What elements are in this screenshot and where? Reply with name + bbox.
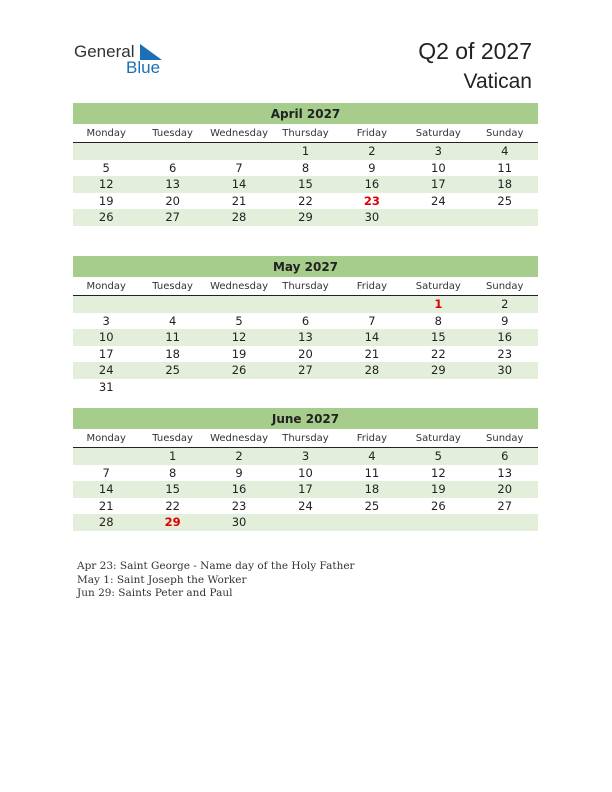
- day-cell: 5: [434, 449, 442, 464]
- day-cell: 20: [497, 482, 513, 497]
- day-cell: 21: [98, 498, 114, 513]
- day-cell: [139, 379, 205, 396]
- day-cell: [73, 143, 139, 160]
- weekday-label: Sunday: [486, 127, 524, 139]
- week-row: [73, 209, 538, 226]
- day-cell: 21: [364, 346, 380, 361]
- day-cell: [405, 209, 471, 226]
- weekday-label: Saturday: [415, 127, 461, 139]
- day-cell: 17: [431, 177, 446, 192]
- day-cell: 24: [431, 193, 446, 208]
- day-cell: 12: [431, 465, 446, 480]
- week-row: [73, 362, 538, 379]
- weekday-header-row: [73, 429, 538, 448]
- day-cell: [272, 296, 338, 313]
- day-cell: 11: [165, 330, 180, 345]
- week-row: [73, 465, 538, 482]
- day-cell: 30: [497, 363, 513, 378]
- day-cell: 2: [235, 449, 243, 464]
- week-row: [73, 514, 538, 531]
- weekday-label: Saturday: [415, 280, 461, 292]
- day-cell: 16: [231, 482, 247, 497]
- holiday-note: Jun 29: Saints Peter and Paul: [77, 587, 233, 599]
- day-cell: 30: [364, 210, 380, 225]
- day-cell: 19: [431, 482, 446, 497]
- week-row: [73, 143, 538, 160]
- month-title: April 2027: [73, 103, 538, 124]
- day-cell: 28: [364, 363, 380, 378]
- day-cell: 14: [231, 177, 247, 192]
- month-april: [73, 103, 538, 226]
- weekday-label: Friday: [356, 432, 388, 444]
- weekday-label: Friday: [356, 280, 388, 292]
- weekday-label: Wednesday: [210, 127, 268, 139]
- month-title: June 2027: [73, 408, 538, 429]
- weekday-label: Thursday: [282, 127, 329, 139]
- day-cell: [405, 379, 471, 396]
- day-cell: 27: [298, 363, 313, 378]
- day-cell: 8: [301, 160, 310, 175]
- day-cell: 5: [102, 160, 110, 175]
- day-cell: 3: [301, 449, 310, 464]
- logo-text-blue: Blue: [126, 58, 161, 77]
- weekday-label: Wednesday: [210, 432, 268, 444]
- day-cell: 6: [301, 313, 310, 328]
- holiday-note: May 1: Saint Joseph the Worker: [77, 573, 247, 586]
- country-name: Vatican: [463, 70, 532, 93]
- week-row: [73, 448, 538, 465]
- day-cell: 20: [165, 193, 180, 208]
- day-cell: 8: [434, 313, 442, 328]
- day-cell: 6: [501, 449, 509, 464]
- week-row: [73, 160, 538, 177]
- day-cell: 7: [368, 313, 376, 328]
- day-cell: 4: [168, 313, 177, 328]
- day-cell: [405, 514, 471, 531]
- page-title: Q2 of 2027: [418, 38, 532, 64]
- weekday-label: Tuesday: [152, 280, 193, 292]
- week-row: [73, 329, 538, 346]
- day-cell: 18: [165, 346, 180, 361]
- week-row: [73, 498, 538, 515]
- day-cell: 13: [497, 465, 513, 480]
- weekday-label: Thursday: [282, 432, 329, 444]
- day-cell: 15: [165, 482, 180, 497]
- day-cell: 22: [431, 346, 446, 361]
- day-cell: 14: [98, 482, 114, 497]
- day-cell: 9: [501, 313, 509, 328]
- weekday-label: Tuesday: [152, 127, 193, 139]
- day-cell: 24: [98, 363, 114, 378]
- week-row: [73, 176, 538, 193]
- weekday-label: Sunday: [486, 280, 524, 292]
- month-may: [73, 256, 538, 395]
- day-cell: [472, 209, 538, 226]
- day-cell: 17: [98, 346, 114, 361]
- day-cell: [73, 448, 139, 465]
- day-cell: 4: [368, 449, 376, 464]
- day-cell: 28: [98, 515, 114, 530]
- day-cell: 29: [431, 363, 446, 378]
- day-cell: 9: [368, 160, 376, 175]
- day-cell: 25: [165, 363, 180, 378]
- day-cell: 12: [98, 177, 114, 192]
- day-cell: [206, 379, 272, 396]
- day-cell: 25: [364, 498, 380, 513]
- day-cell: [339, 514, 405, 531]
- day-cell: [73, 296, 139, 313]
- day-cell: 28: [231, 210, 247, 225]
- day-cell: [206, 143, 272, 160]
- day-cell: 16: [364, 177, 380, 192]
- day-cell: [139, 296, 205, 313]
- holiday-day-cell: 23: [363, 193, 380, 208]
- day-cell: 17: [298, 482, 313, 497]
- day-cell: 19: [231, 346, 247, 361]
- day-cell: [339, 296, 405, 313]
- week-row: [73, 296, 538, 313]
- day-cell: 7: [102, 465, 110, 480]
- weekday-label: Monday: [86, 432, 126, 444]
- day-cell: 18: [364, 482, 380, 497]
- day-cell: 11: [364, 465, 380, 480]
- holiday-notes: [77, 560, 355, 601]
- day-cell: 23: [497, 346, 513, 361]
- day-cell: 25: [497, 193, 513, 208]
- day-cell: 10: [298, 465, 313, 480]
- day-cell: 22: [298, 193, 313, 208]
- day-cell: 31: [98, 379, 114, 394]
- weekday-header-row: [73, 124, 538, 143]
- weekday-label: Saturday: [415, 432, 461, 444]
- day-cell: 1: [301, 144, 310, 159]
- day-cell: 1: [168, 449, 177, 464]
- day-cell: 22: [165, 498, 180, 513]
- day-cell: 10: [431, 160, 446, 175]
- day-cell: 18: [497, 177, 513, 192]
- day-cell: 29: [298, 210, 313, 225]
- holiday-day-cell: 1: [434, 297, 443, 312]
- day-cell: 9: [235, 465, 243, 480]
- day-cell: 27: [497, 498, 513, 513]
- day-cell: 12: [231, 330, 247, 345]
- day-cell: 5: [235, 313, 243, 328]
- day-cell: 15: [431, 330, 446, 345]
- day-cell: 19: [98, 193, 114, 208]
- day-cell: 2: [368, 144, 376, 159]
- weekday-label: Friday: [356, 127, 388, 139]
- weekday-label: Tuesday: [152, 432, 193, 444]
- day-cell: 4: [501, 144, 509, 159]
- day-cell: 10: [98, 330, 114, 345]
- day-cell: [139, 143, 205, 160]
- day-cell: [272, 379, 338, 396]
- day-cell: [339, 379, 405, 396]
- day-cell: 14: [364, 330, 380, 345]
- day-cell: [472, 514, 538, 531]
- week-row: [73, 481, 538, 498]
- weekday-label: Thursday: [282, 280, 329, 292]
- day-cell: 21: [231, 193, 247, 208]
- day-cell: [272, 514, 338, 531]
- day-cell: 16: [497, 330, 513, 345]
- month-title: May 2027: [73, 256, 538, 277]
- day-cell: 13: [298, 330, 313, 345]
- day-cell: 30: [231, 515, 247, 530]
- day-cell: 15: [298, 177, 313, 192]
- day-cell: 6: [168, 160, 177, 175]
- day-cell: [206, 296, 272, 313]
- day-cell: 20: [298, 346, 313, 361]
- day-cell: 23: [231, 498, 247, 513]
- holiday-day-cell: 29: [164, 515, 181, 530]
- week-row: [73, 193, 538, 210]
- day-cell: 3: [102, 313, 110, 328]
- day-cell: 8: [168, 465, 177, 480]
- day-cell: 26: [98, 210, 114, 225]
- weekday-label: Monday: [86, 127, 126, 139]
- brand-logo: [74, 42, 174, 78]
- holiday-note: Apr 23: Saint George - Name day of the Holy Father: [77, 560, 355, 572]
- week-row: [73, 379, 538, 396]
- day-cell: 27: [165, 210, 180, 225]
- week-row: [73, 313, 538, 330]
- day-cell: 7: [235, 160, 243, 175]
- day-cell: 13: [165, 177, 180, 192]
- logo-text-general: General: [74, 42, 135, 61]
- day-cell: 24: [298, 498, 313, 513]
- week-row: [73, 346, 538, 363]
- weekday-label: Monday: [86, 280, 126, 292]
- day-cell: [472, 379, 538, 396]
- weekday-label: Sunday: [486, 432, 524, 444]
- day-cell: 2: [501, 297, 509, 312]
- day-cell: 26: [231, 363, 247, 378]
- month-june: [73, 408, 538, 531]
- day-cell: 26: [431, 498, 446, 513]
- day-cell: 3: [434, 144, 442, 159]
- weekday-header-row: [73, 277, 538, 296]
- day-cell: 11: [497, 160, 513, 175]
- weekday-label: Wednesday: [210, 280, 268, 292]
